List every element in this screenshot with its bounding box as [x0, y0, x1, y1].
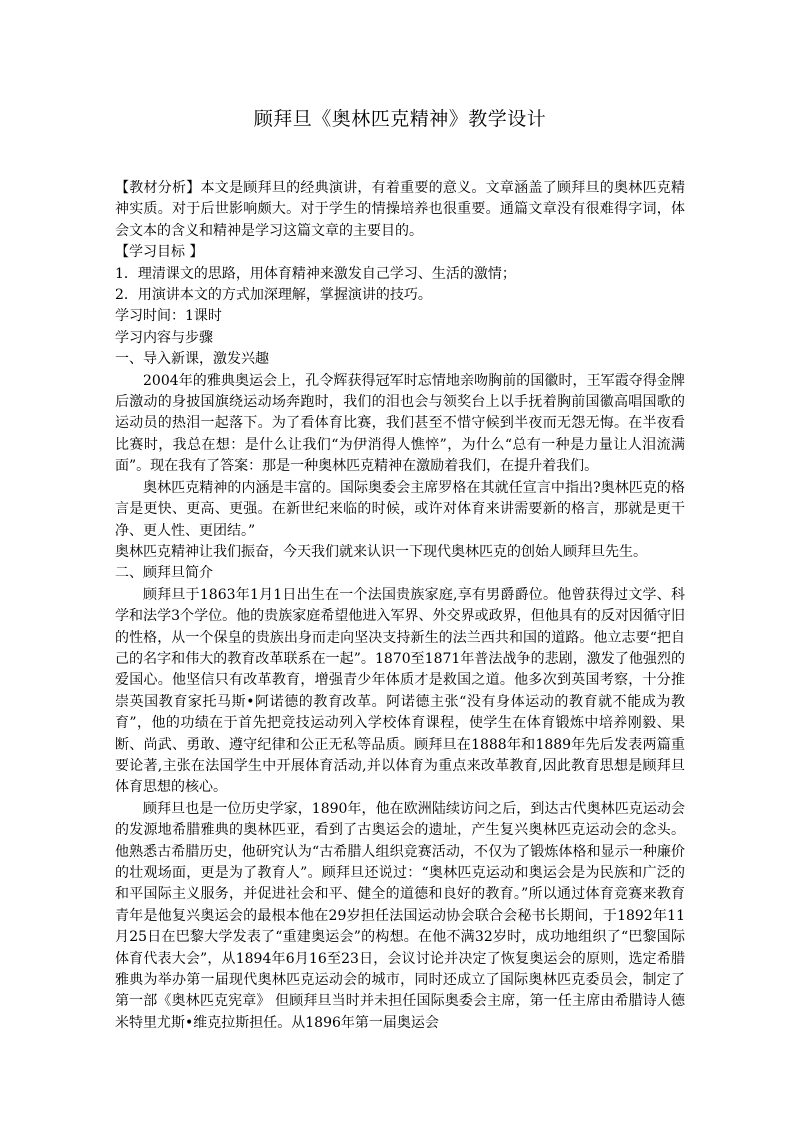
heading-section-1: 一、导入新课，激发兴趣: [115, 351, 269, 368]
goal-item-1: 1．理清课文的思路，用体育精神来激发自己学习、生活的激情；: [115, 265, 516, 282]
goal-item-2: 2．用演讲本文的方式加深理解，掌握演讲的技巧。: [115, 287, 432, 304]
study-time: 学习时间：1课时: [115, 308, 222, 325]
paragraph-biography: 顾拜旦于1863年1月1日出生在一个法国贵族家庭,享有男爵爵位。他曾获得过文学、科学和法学3个学位。他的贵族家庭希望他进入军界、外交界或政界，但他具有的反对因循守旧的性格，从一个保皇的贵族出身而走向坚决支持新生的法兰西共和国的道路。他立志要“把自己的名字和伟大的教育改革联系在一起”。1870至1871年普法战争的悲剧，激发了他强烈的爱国心。他坚信只有改革教育，增强青少年体质才是救国之道。他多次到英国考察，十分推崇英国教育家托马斯•阿诺德的教育改革。阿诺德主张“没有身体运动的教育就不能成为教育”，他的功绩在于首先把竞技运动列入学校体育课程，使学生在体育锻炼中培养刚毅、果断、尚武、勇敢、遵守纪律和公正无私等品质。顾拜旦在1888年和1889年先后发表两篇重要论著,主张在法国学生中开展体育活动,并以体育为重点来改革教育,因此教育思想是顾拜旦体育思想的核心。: [115, 586, 685, 796]
heading-learning-goals: 【学习目标 】: [115, 244, 204, 261]
heading-section-2: 二、顾拜旦简介: [115, 565, 213, 582]
document-body: [115, 178, 685, 1034]
document-title: 顾拜旦《奥林匹克精神》教学设计: [253, 108, 547, 130]
heading-content-steps: 学习内容与步骤: [115, 329, 213, 346]
paragraph-historian: 顾拜旦也是一位历史学家，1890年，他在欧洲陆续访问之后，到达古代奥林匹克运动会的发源地希腊雅典的奥林匹亚，看到了古奥运会的遗址，产生复兴奥林匹克运动会的念头。他熟悉古希腊历史，他研究认为“古希腊人组织竞赛活动，不仅为了锻炼体格和显示一种廉价的壮观场面，更是为了教育人”。顾拜旦还说过：“奥林匹克运动和奥运会是为民族和广泛的和平国际主义服务，并促进社会和平、健全的道德和良好的教育。”所以通过体育竞赛来教育青年是他复兴奥运会的最根本他在29岁担任法国运动协会联合会秘书长期间，于1892年11月25日在巴黎大学发表了“重建奥运会”的构想。在他不满32岁时，成功地组织了“巴黎国际体育代表大会”，从1894年6月16至23日，会议讨论并决定了恢复奥运会的原则，选定希腊雅典为举办第一届现代奥林匹克运动会的城市，同时还成立了国际奥林匹克委员会，制定了第一部《奥林匹克宪章》 但顾拜旦当时并未担任国际奥委会主席，第一任主席由希腊诗人德米特里尤斯•维克拉斯担任。从1896年第一届奥运会: [115, 800, 685, 1031]
paragraph-olympic-spirit: 奥林匹克精神的内涵是丰富的。国际奥委会主席罗格在其就任宣言中指出?奥林匹克的格言是更快、更高、更强。在新世纪来临的时候，或许对体育来讲需要新的格言，那就是更干净、更人性、更团结。”: [115, 479, 685, 539]
paragraph-textbook-analysis: 【教材分析】本文是顾拜旦的经典演讲，有着重要的意义。文章涵盖了顾拜旦的奥林匹克精神实质。对于后世影响颇大。对于学生的情操培养也很重要。通篇文章没有很难得字词，体会文本的含义和精神是学习这篇文章的主要目的。: [115, 180, 685, 239]
paragraph-introduce-founder: 奥林匹克精神让我们振奋，今天我们就来认识一下现代奥林匹克的创始人顾拜旦先生。: [115, 543, 647, 560]
paragraph-athens-2004: 2004年的雅典奥运会上，孔令辉获得冠军时忘情地亲吻胸前的国徽时，王军霞夺得金牌后激动的身披国旗绕运动场奔跑时，我们的泪也会与领奖台上以手抚着胸前国徽高唱国歌的运动员的热泪一起落下。为了看体育比赛，我们甚至不惜守候到半夜而无怨无悔。在半夜看比赛时，我总在想：是什么让我们“为伊消得人憔悴”，为什么“总有一种是力量让人泪流满面”。现在我有了答案：那是一种奥林匹克精神在激励着我们，在提升着我们。: [115, 372, 685, 475]
